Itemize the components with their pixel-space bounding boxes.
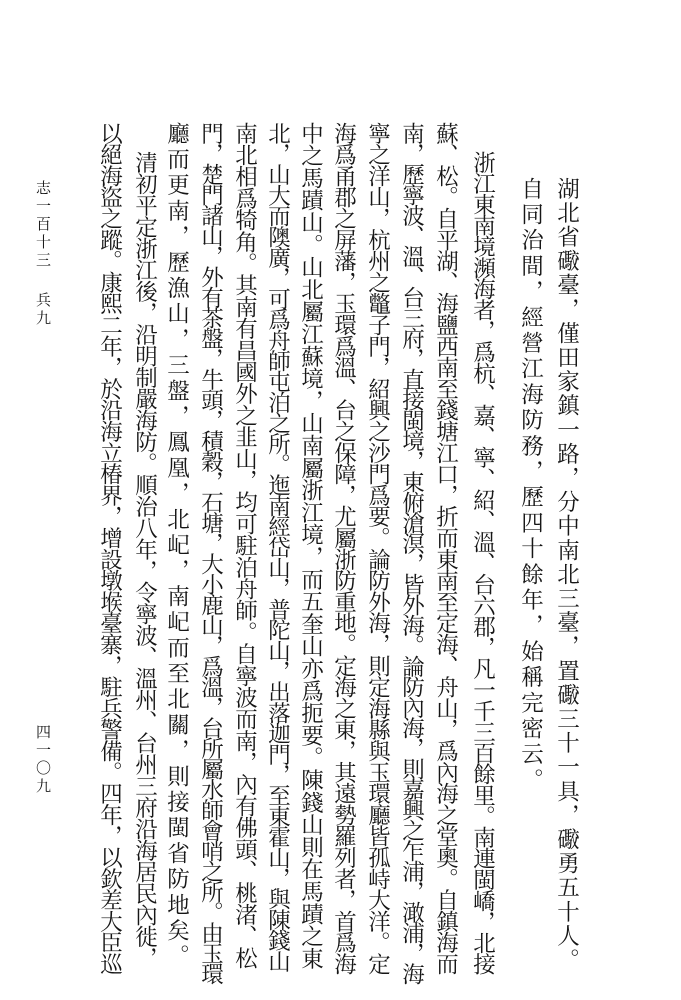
text-column: 南，歷寧波、溫、台三府，直接閩境，東俯滄溟，皆外海。論防內海，則嘉興之乍浦，澉浦，海 [398,122,425,983]
text-column: 廳而更南，歷漁山，三盤，鳳凰，北屺，南屺而至北關，則接閩省防地矣。 [163,122,190,971]
chapter-label: 兵九 [34,292,52,328]
volume-section-label: 志一百十三 [34,180,52,270]
text-column: 門，楚門諸山，外有茶盤，牛頭，積穀，石塘，大小鹿山，爲溫，台所屬水師會哨之所。由玉環 [197,122,224,983]
text-column: 寧之洋山，杭州之鼈子門，紹興之沙門爲要。論防外海，則定海縣與玉環廳皆孤峙大洋。定 [364,122,391,975]
text-column: 蘇、松。自平湖、海鹽西南至錢塘江口，折而東南至定海、舟山，爲內海之堂奧。自鎮海而 [432,122,459,975]
text-column: 北，山大而隩廣，可爲舟師屯泊之所。迤南經岱山，普陀山，出落迦門，至東霍山，與陳錢山 [264,122,291,971]
text-column: 自同治間，經營江海防務，歷四十餘年，始稱完密云。 [517,177,544,794]
text-column: 中之馬蹟山。山北屬江蘇境，山南屬浙江境，而五奎山亦爲扼要。陳錢山則在馬蹟之東 [297,122,324,970]
text-column: 海爲甬郡之屏藩，玉環爲溫、台之保障，尤屬浙防重地。定海之東，其遠勢羅列者，首爲海 [330,122,357,975]
text-column: 以絕海盜之蹤。康熙二年，於沿海立椿界，增設墩堠臺寨，駐兵警備。四年，以欽差大臣巡 [96,122,123,975]
text-column: 湖北省礮臺，僅田家鎮一路，分中南北三臺，置礮三十一具，礮勇五十人。 [553,177,580,973]
page-number: 四一〇九 [34,724,52,796]
text-column: 南北相爲犄角。其南有昌國外之韭山，均可駐泊舟師。自寧波而南，內有佛頭、桃渚、松 [231,122,258,969]
text-column: 清初平定浙江後，沿明制嚴海防。順治八年，令寧波、溫州、台州三府沿海居民內徙， [131,151,158,968]
text-column: 浙江東南境瀕海者，爲杭、嘉、寧、紹、溫、台六郡，凡一千三百餘里。南連閩嶠，北接 [469,151,496,974]
